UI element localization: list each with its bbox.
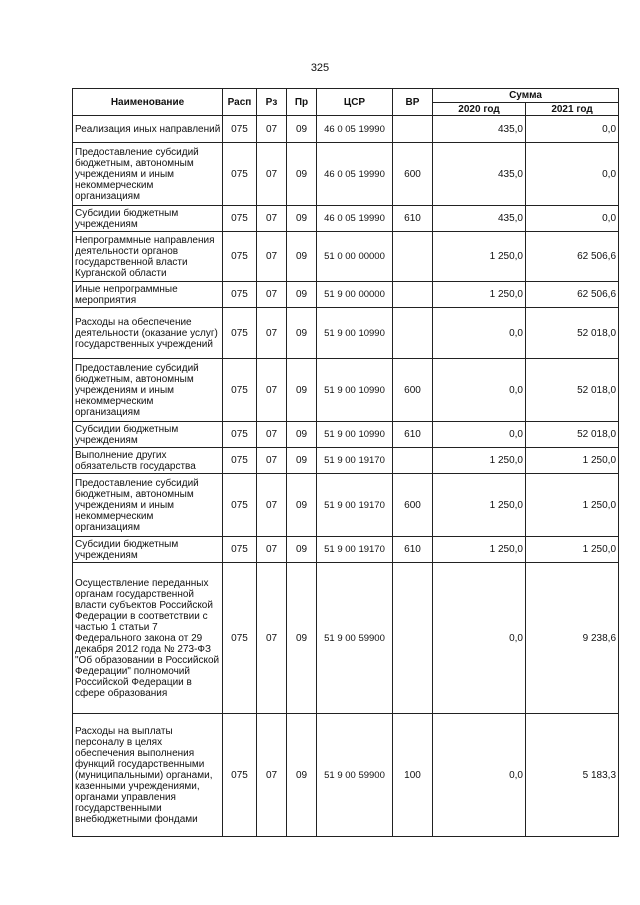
cell-name: Иные непрограммные мероприятия [73, 282, 223, 308]
cell-2020: 1 250,0 [433, 448, 526, 474]
cell-rasp: 075 [223, 474, 257, 537]
cell-name: Расходы на обеспечение деятельности (оказание услуг) государственных учреждений [73, 308, 223, 359]
cell-pr: 09 [287, 282, 317, 308]
cell-vr [393, 282, 433, 308]
cell-vr [393, 116, 433, 143]
cell-csr: 51 0 00 00000 [317, 232, 393, 282]
cell-name: Осуществление переданных органам государственной власти субъектов Российской Федерации в соответствии с частью 1 статьи 7 Федерального закона от 29 декабря 2012 года № 273-ФЗ "Об образовании в Российской Федерации" полномочий Российской Федерации в сфере образования [73, 563, 223, 714]
header-rasp: Расп [223, 89, 257, 116]
cell-rz: 07 [257, 206, 287, 232]
table-row [73, 232, 619, 282]
cell-2020: 0,0 [433, 359, 526, 422]
cell-rasp: 075 [223, 448, 257, 474]
cell-rz: 07 [257, 116, 287, 143]
cell-2020: 0,0 [433, 563, 526, 714]
cell-2020: 0,0 [433, 714, 526, 837]
cell-pr: 09 [287, 359, 317, 422]
cell-rz: 07 [257, 232, 287, 282]
cell-rasp: 075 [223, 308, 257, 359]
table-row [73, 537, 619, 563]
cell-name: Субсидии бюджетным учреждениям [73, 537, 223, 563]
cell-2020: 1 250,0 [433, 474, 526, 537]
cell-csr: 51 9 00 19170 [317, 537, 393, 563]
cell-rasp: 075 [223, 116, 257, 143]
cell-vr [393, 563, 433, 714]
cell-rasp: 075 [223, 143, 257, 206]
cell-2021: 1 250,0 [526, 448, 619, 474]
cell-rz: 07 [257, 308, 287, 359]
page-number: 325 [310, 62, 330, 74]
cell-2021: 1 250,0 [526, 537, 619, 563]
cell-rz: 07 [257, 422, 287, 448]
cell-name: Субсидии бюджетным учреждениям [73, 422, 223, 448]
cell-rasp: 075 [223, 563, 257, 714]
cell-pr: 09 [287, 308, 317, 359]
cell-csr: 51 9 00 00000 [317, 282, 393, 308]
header-vr: ВР [393, 89, 433, 116]
cell-pr: 09 [287, 116, 317, 143]
cell-2020: 435,0 [433, 206, 526, 232]
cell-pr: 09 [287, 232, 317, 282]
header-pr: Пр [287, 89, 317, 116]
cell-csr: 51 9 00 10990 [317, 308, 393, 359]
header-sum: Сумма [433, 89, 619, 103]
budget-table [72, 88, 619, 837]
cell-vr: 610 [393, 206, 433, 232]
cell-pr: 09 [287, 537, 317, 563]
cell-2020: 1 250,0 [433, 537, 526, 563]
header-year-2021: 2021 год [526, 103, 619, 116]
cell-2020: 435,0 [433, 116, 526, 143]
cell-rz: 07 [257, 448, 287, 474]
cell-2020: 0,0 [433, 422, 526, 448]
cell-2021: 52 018,0 [526, 422, 619, 448]
cell-2021: 62 506,6 [526, 232, 619, 282]
table-row [73, 422, 619, 448]
cell-2021: 0,0 [526, 143, 619, 206]
cell-rasp: 075 [223, 232, 257, 282]
cell-vr: 600 [393, 143, 433, 206]
cell-2020: 0,0 [433, 308, 526, 359]
cell-csr: 51 9 00 19170 [317, 474, 393, 537]
cell-vr [393, 448, 433, 474]
table-row [73, 308, 619, 359]
cell-rasp: 075 [223, 537, 257, 563]
cell-rz: 07 [257, 714, 287, 837]
cell-rasp: 075 [223, 714, 257, 837]
cell-rasp: 075 [223, 359, 257, 422]
cell-name: Предоставление субсидий бюджетным, автономным учреждениям и иным некоммерческим организациям [73, 474, 223, 537]
cell-pr: 09 [287, 714, 317, 837]
table-row [73, 116, 619, 143]
cell-csr: 46 0 05 19990 [317, 143, 393, 206]
cell-rasp: 075 [223, 422, 257, 448]
table-row [73, 143, 619, 206]
cell-vr: 610 [393, 422, 433, 448]
cell-pr: 09 [287, 474, 317, 537]
cell-pr: 09 [287, 448, 317, 474]
cell-rz: 07 [257, 537, 287, 563]
header-rz: Рз [257, 89, 287, 116]
table-row [73, 474, 619, 537]
cell-2021: 9 238,6 [526, 563, 619, 714]
table-row [73, 563, 619, 714]
table-body [73, 116, 619, 837]
cell-vr [393, 308, 433, 359]
cell-name: Выполнение других обязательств государства [73, 448, 223, 474]
cell-2020: 1 250,0 [433, 282, 526, 308]
cell-csr: 51 9 00 10990 [317, 359, 393, 422]
cell-csr: 51 9 00 19170 [317, 448, 393, 474]
cell-vr [393, 232, 433, 282]
cell-name: Непрограммные направления деятельности органов государственной власти Курганской области [73, 232, 223, 282]
cell-pr: 09 [287, 143, 317, 206]
header-year-2020: 2020 год [433, 103, 526, 116]
cell-2021: 62 506,6 [526, 282, 619, 308]
cell-vr: 610 [393, 537, 433, 563]
table-row [73, 448, 619, 474]
cell-csr: 46 0 05 19990 [317, 116, 393, 143]
cell-name: Реализация иных направлений [73, 116, 223, 143]
cell-name: Расходы на выплаты персоналу в целях обеспечения выполнения функций государственными (муниципальными) органами, казенными учреждениями, органами управления государственными внебюджетными фондами [73, 714, 223, 837]
cell-vr: 600 [393, 359, 433, 422]
cell-vr: 100 [393, 714, 433, 837]
cell-pr: 09 [287, 422, 317, 448]
cell-2020: 435,0 [433, 143, 526, 206]
cell-2021: 0,0 [526, 116, 619, 143]
cell-rasp: 075 [223, 206, 257, 232]
table-row [73, 282, 619, 308]
cell-pr: 09 [287, 206, 317, 232]
cell-name: Предоставление субсидий бюджетным, автономным учреждениям и иным некоммерческим организациям [73, 143, 223, 206]
cell-vr: 600 [393, 474, 433, 537]
cell-2020: 1 250,0 [433, 232, 526, 282]
cell-2021: 5 183,3 [526, 714, 619, 837]
table-row [73, 206, 619, 232]
cell-csr: 51 9 00 10990 [317, 422, 393, 448]
cell-rz: 07 [257, 143, 287, 206]
table-row [73, 714, 619, 837]
cell-csr: 46 0 05 19990 [317, 206, 393, 232]
cell-2021: 52 018,0 [526, 359, 619, 422]
cell-rz: 07 [257, 563, 287, 714]
cell-rz: 07 [257, 359, 287, 422]
cell-2021: 52 018,0 [526, 308, 619, 359]
cell-rz: 07 [257, 282, 287, 308]
cell-name: Субсидии бюджетным учреждениям [73, 206, 223, 232]
cell-2021: 1 250,0 [526, 474, 619, 537]
table-row [73, 359, 619, 422]
cell-name: Предоставление субсидий бюджетным, автономным учреждениям и иным некоммерческим организациям [73, 359, 223, 422]
cell-pr: 09 [287, 563, 317, 714]
cell-rz: 07 [257, 474, 287, 537]
header-row [73, 89, 619, 103]
header-csr: ЦСР [317, 89, 393, 116]
cell-2021: 0,0 [526, 206, 619, 232]
cell-csr: 51 9 00 59900 [317, 563, 393, 714]
cell-rasp: 075 [223, 282, 257, 308]
cell-csr: 51 9 00 59900 [317, 714, 393, 837]
header-name: Наименование [73, 89, 223, 116]
